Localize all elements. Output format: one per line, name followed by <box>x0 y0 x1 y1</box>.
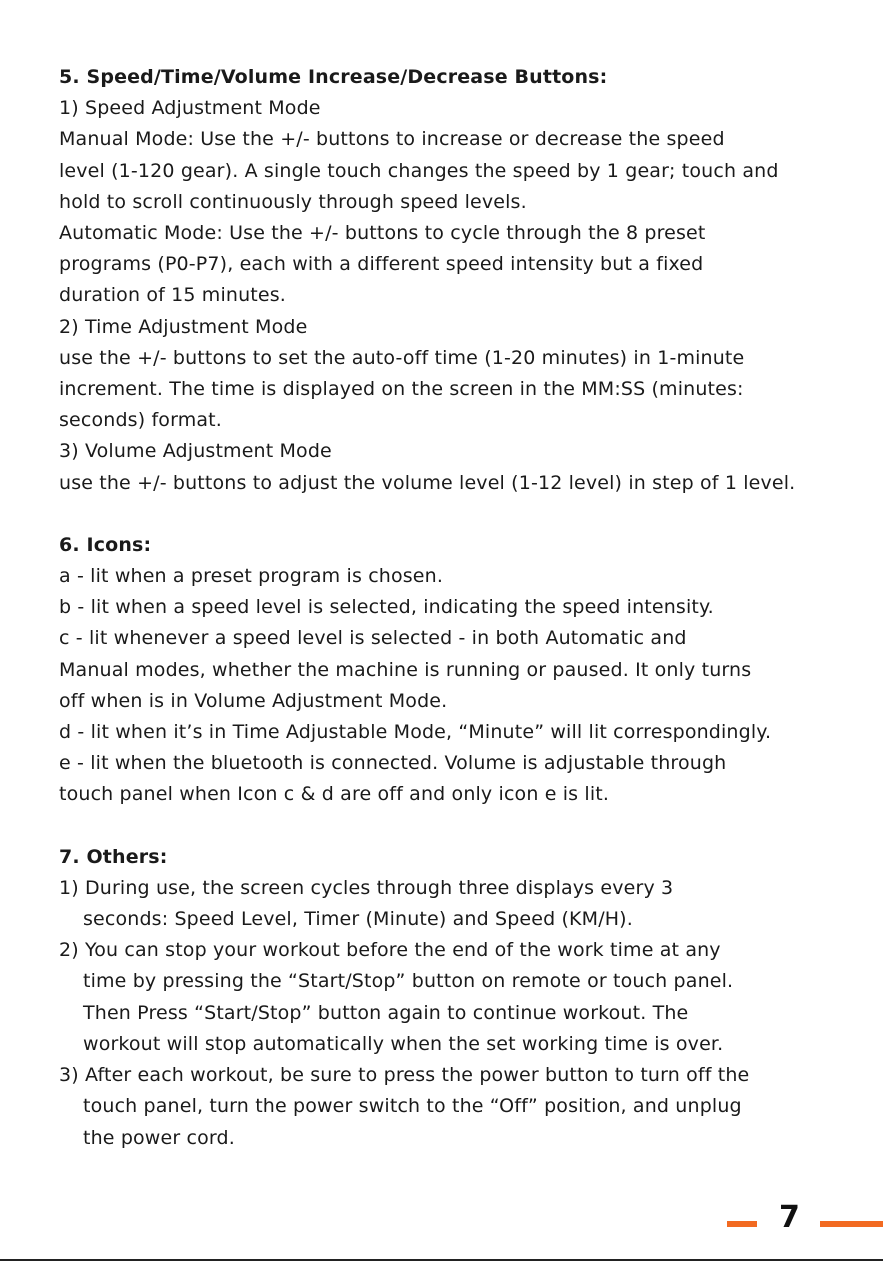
others-item-2-cont: Then Press “Start/Stop” button again to continue workout. The <box>83 1001 689 1024</box>
section-5-line: level (1-120 gear). A single touch changes the speed by 1 gear; touch and <box>59 159 779 182</box>
section-5-line: Automatic Mode: Use the +/- buttons to cycle through the 8 preset <box>59 222 706 245</box>
section-5-line: use the +/- buttons to adjust the volume level (1-12 level) in step of 1 level. <box>59 471 796 494</box>
section-6-line: b - lit when a speed level is selected, indicating the speed intensity. <box>59 596 714 619</box>
page-number: 7 <box>779 1200 800 1235</box>
section-5-line: 2) Time Adjustment Mode <box>59 315 308 338</box>
others-item-3: 3) After each workout, be sure to press the power button to turn off the <box>59 1064 750 1087</box>
section-5-line: 3) Volume Adjustment Mode <box>59 440 332 463</box>
section-spacer <box>59 811 859 842</box>
section-5-line: hold to scroll continuously through speed levels. <box>59 190 527 213</box>
footer-accent-bar-left <box>727 1221 757 1227</box>
section-5-line: seconds) format. <box>59 409 222 432</box>
others-item-3-cont: the power cord. <box>83 1126 235 1149</box>
others-item-3-cont: touch panel, turn the power switch to the “Off” position, and unplug <box>83 1095 742 1118</box>
section-6-heading: 6. Icons: <box>59 533 152 556</box>
section-6-line: d - lit when it’s in Time Adjustable Mode, “Minute” will lit correspondingly. <box>59 721 772 744</box>
section-6-line: off when is in Volume Adjustment Mode. <box>59 689 448 712</box>
others-item-2: 2) You can stop your workout before the end of the work time at any <box>59 939 721 962</box>
section-6-line: c - lit whenever a speed level is selected - in both Automatic and <box>59 627 687 650</box>
others-item-1-cont: seconds: Speed Level, Timer (Minute) and Speed (KM/H). <box>83 908 633 931</box>
others-item-1: 1) During use, the screen cycles through three displays every 3 <box>59 876 674 899</box>
others-item-2-cont: time by pressing the “Start/Stop” button on remote or touch panel. <box>83 970 734 993</box>
section-7-heading: 7. Others: <box>59 845 168 868</box>
section-6-line: e - lit when the bluetooth is connected. Volume is adjustable through <box>59 752 727 775</box>
manual-page <box>59 62 859 1154</box>
section-5-line: 1) Speed Adjustment Mode <box>59 97 321 120</box>
section-6-line: a - lit when a preset program is chosen. <box>59 565 444 588</box>
section-spacer <box>59 499 859 530</box>
section-5-line: use the +/- buttons to set the auto-off time (1-20 minutes) in 1-minute <box>59 346 745 369</box>
section-5-line: Manual Mode: Use the +/- buttons to increase or decrease the speed <box>59 128 725 151</box>
section-6-line: touch panel when Icon c & d are off and only icon e is lit. <box>59 783 610 806</box>
others-item-2-cont: workout will stop automatically when the set working time is over. <box>83 1032 724 1055</box>
section-5-line: programs (P0-P7), each with a different speed intensity but a fixed <box>59 253 704 276</box>
section-6-line: Manual modes, whether the machine is running or paused. It only turns <box>59 658 752 681</box>
section-5-heading: 5. Speed/Time/Volume Increase/Decrease Buttons: <box>59 66 608 88</box>
section-5-line: duration of 15 minutes. <box>59 284 286 307</box>
section-5-line: increment. The time is displayed on the screen in the MM:SS (minutes: <box>59 378 744 401</box>
footer-accent-bar-right <box>820 1221 883 1227</box>
